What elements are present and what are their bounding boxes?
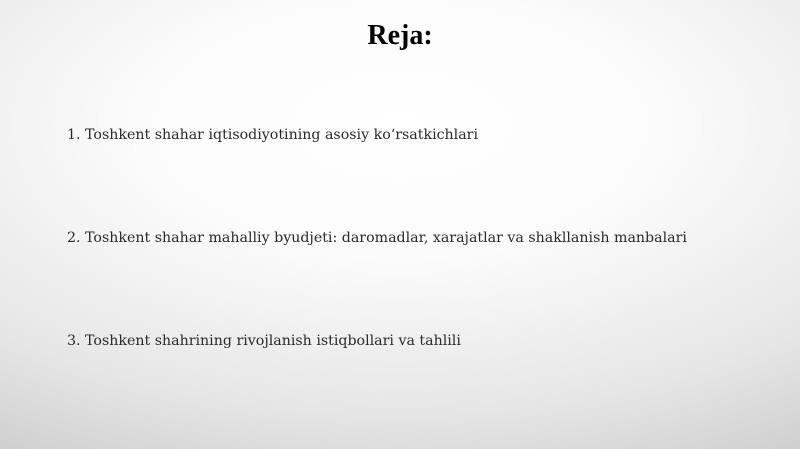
plan-item-3: 3. Toshkent shahrining rivojlanish istiqbollari va tahlili	[67, 333, 461, 349]
plan-item-1: 1. Toshkent shahar iqtisodiyotining asosiy ko‘rsatkichlari	[67, 127, 479, 143]
plan-item-2: 2. Toshkent shahar mahalliy byudjeti: daromadlar, xarajatlar va shakllanish manbalari	[67, 230, 687, 246]
slide-title: Reja:	[367, 20, 433, 51]
